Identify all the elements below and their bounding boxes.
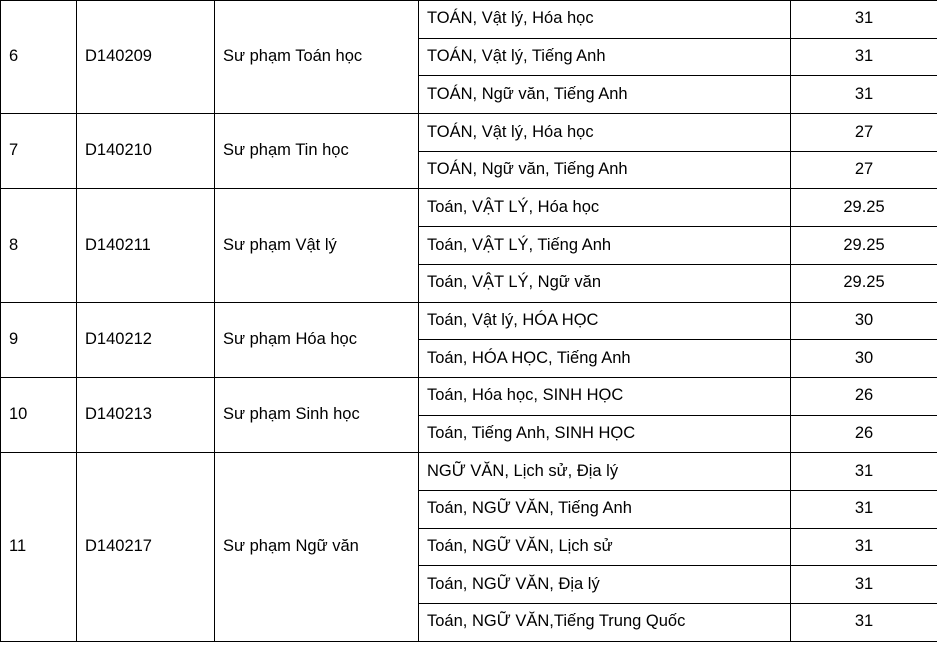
table-row — [1, 453, 937, 491]
subject-combination: TOÁN, Vật lý, Tiếng Anh — [419, 38, 791, 76]
subject-combination: Toán, Tiếng Anh, SINH HỌC — [419, 415, 791, 453]
benchmark-score: 31 — [791, 528, 937, 566]
row-number: 6 — [1, 1, 77, 114]
benchmark-score: 30 — [791, 340, 937, 378]
major-code: D140210 — [77, 114, 215, 189]
subject-combination: TOÁN, Ngữ văn, Tiếng Anh — [419, 76, 791, 114]
subject-combination: Toán, VẬT LÝ, Tiếng Anh — [419, 227, 791, 265]
major-name: Sư phạm Ngữ văn — [215, 453, 419, 641]
benchmark-score: 29.25 — [791, 264, 937, 302]
table-row — [1, 189, 937, 227]
major-code: D140212 — [77, 302, 215, 377]
row-number: 9 — [1, 302, 77, 377]
major-name: Sư phạm Hóa học — [215, 302, 419, 377]
row-number: 11 — [1, 453, 77, 641]
major-name: Sư phạm Tin học — [215, 114, 419, 189]
benchmark-score: 31 — [791, 76, 937, 114]
subject-combination: Toán, Vật lý, HÓA HỌC — [419, 302, 791, 340]
benchmark-score: 31 — [791, 453, 937, 491]
subject-combination: Toán, HÓA HỌC, Tiếng Anh — [419, 340, 791, 378]
subject-combination: Toán, Hóa học, SINH HỌC — [419, 377, 791, 415]
benchmark-score: 30 — [791, 302, 937, 340]
major-code: D140211 — [77, 189, 215, 302]
benchmark-score: 27 — [791, 151, 937, 189]
benchmark-score: 31 — [791, 1, 937, 39]
benchmark-score: 26 — [791, 415, 937, 453]
major-code: D140213 — [77, 377, 215, 452]
benchmark-score: 29.25 — [791, 227, 937, 265]
table-row — [1, 114, 937, 152]
table-row — [1, 377, 937, 415]
benchmark-score: 27 — [791, 114, 937, 152]
benchmark-score: 29.25 — [791, 189, 937, 227]
row-number: 10 — [1, 377, 77, 452]
major-code: D140209 — [77, 1, 215, 114]
benchmark-score: 26 — [791, 377, 937, 415]
major-name: Sư phạm Toán học — [215, 1, 419, 114]
table-row — [1, 1, 937, 39]
table-row — [1, 302, 937, 340]
subject-combination: Toán, VẬT LÝ, Hóa học — [419, 189, 791, 227]
subject-combination: TOÁN, Ngữ văn, Tiếng Anh — [419, 151, 791, 189]
benchmark-score: 31 — [791, 604, 937, 642]
subject-combination: Toán, NGỮ VĂN,Tiếng Trung Quốc — [419, 604, 791, 642]
major-name: Sư phạm Sinh học — [215, 377, 419, 452]
row-number: 8 — [1, 189, 77, 302]
subject-combination: Toán, NGỮ VĂN, Địa lý — [419, 566, 791, 604]
benchmark-score: 31 — [791, 38, 937, 76]
subject-combination: NGỮ VĂN, Lịch sử, Địa lý — [419, 453, 791, 491]
subject-combination: Toán, NGỮ VĂN, Tiếng Anh — [419, 490, 791, 528]
subject-combination: TOÁN, Vật lý, Hóa học — [419, 114, 791, 152]
subject-combination: Toán, VẬT LÝ, Ngữ văn — [419, 264, 791, 302]
benchmark-score: 31 — [791, 490, 937, 528]
major-name: Sư phạm Vật lý — [215, 189, 419, 302]
row-number: 7 — [1, 114, 77, 189]
subject-combination: TOÁN, Vật lý, Hóa học — [419, 1, 791, 39]
subject-combination: Toán, NGỮ VĂN, Lịch sử — [419, 528, 791, 566]
table-body — [1, 1, 937, 642]
benchmark-score: 31 — [791, 566, 937, 604]
major-code: D140217 — [77, 453, 215, 641]
